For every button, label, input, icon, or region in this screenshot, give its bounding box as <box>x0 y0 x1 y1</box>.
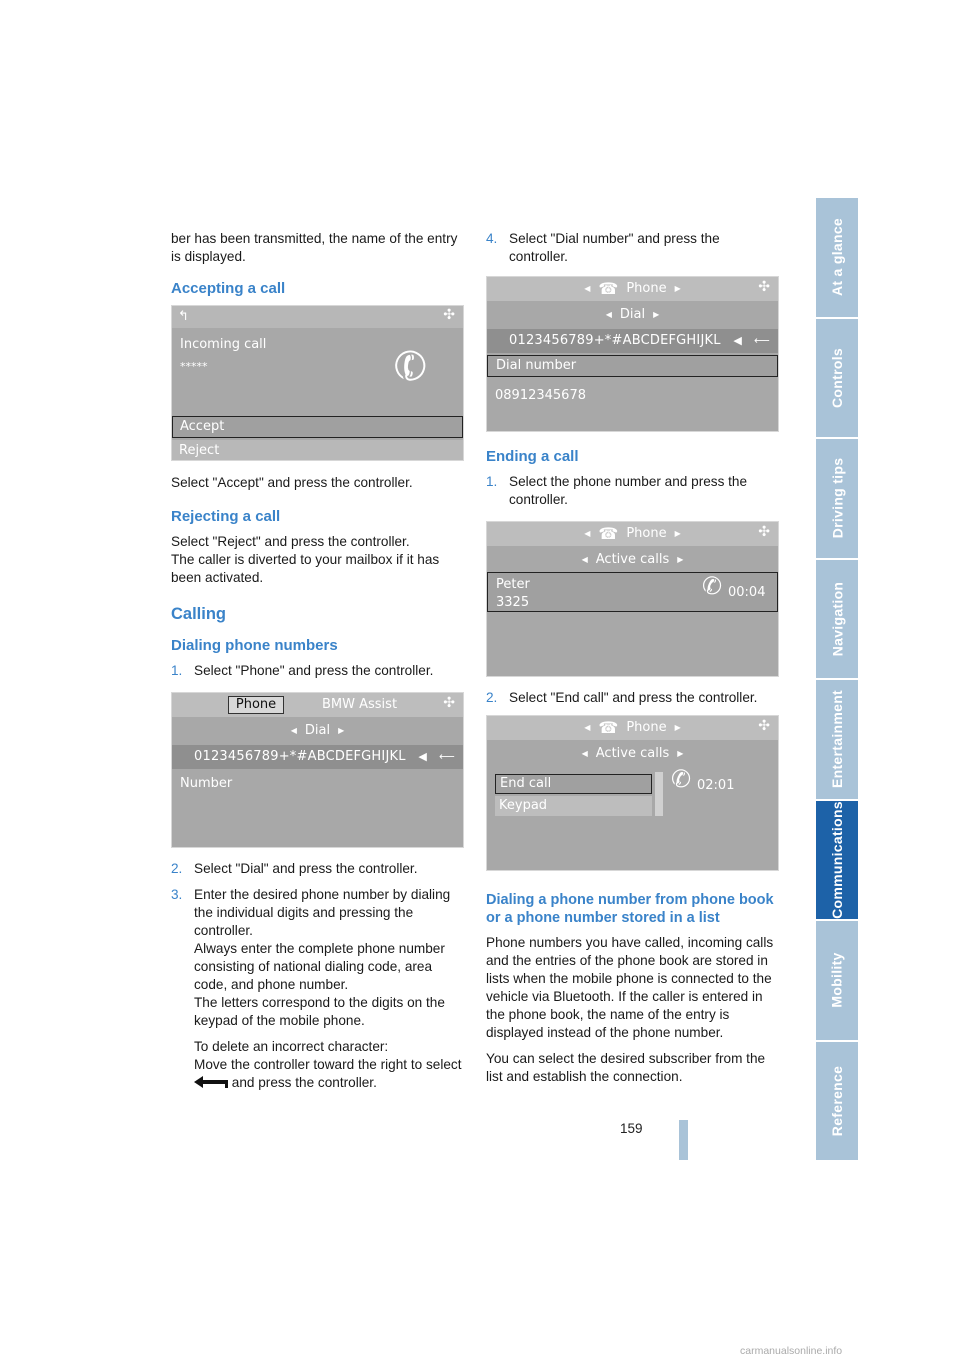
controller-icon: ✣ <box>443 695 455 711</box>
phone-handset-icon: ☎ <box>598 524 619 543</box>
tab-label: Entertainment <box>829 690 845 789</box>
chevron-left-icon: ◀ <box>584 529 591 538</box>
dial-nav-label: Dial <box>304 723 331 738</box>
step3-e-pre: Move the controller toward the right to select <box>194 1057 462 1072</box>
page-number: 159 <box>620 1121 643 1136</box>
end-step-1 <box>486 473 781 509</box>
end-call-item[interactable]: End call <box>495 774 652 794</box>
tab-label: Mobility <box>829 952 846 1008</box>
tab-navigation[interactable] <box>816 560 858 679</box>
chevron-left-icon: ◀ <box>584 284 591 293</box>
chevron-right-icon: ▶ <box>677 555 684 564</box>
controller-icon: ✣ <box>758 718 770 734</box>
end-step-2 <box>486 689 781 707</box>
digit-bar[interactable] <box>172 745 463 769</box>
dial-nav[interactable] <box>487 305 778 325</box>
tab-communications[interactable] <box>816 801 858 920</box>
chevron-right-icon: ▶ <box>674 284 681 293</box>
screenshot-incoming-call <box>171 305 464 461</box>
tab-label: Reference <box>829 1065 845 1136</box>
number-label: Number <box>180 776 233 791</box>
step-number: 1. <box>486 474 498 489</box>
chevron-left-icon: ◀ <box>290 726 297 735</box>
step-number: 4. <box>486 231 498 246</box>
calling-heading: Calling <box>171 605 227 623</box>
footer-watermark: carmanualsonline.info <box>740 1345 843 1357</box>
reject-item[interactable]: Reject <box>172 440 463 461</box>
right-column <box>486 230 781 1094</box>
chevron-left-icon: ◀ <box>581 749 588 758</box>
chevron-right-icon: ▶ <box>653 310 660 319</box>
phone-handset-icon: ✆ <box>671 765 692 793</box>
step-text: Select "Dial number" and press the controller. <box>509 231 720 264</box>
accepting-heading: Accepting a call <box>171 280 286 297</box>
side-tabs <box>816 198 858 1160</box>
list-heading: Dialing a phone number from phone book or a phone number stored in a list <box>486 892 774 926</box>
accept-text: Select "Accept" and press the controller. <box>171 475 413 490</box>
step-text: Select "Dial" and press the controller. <box>194 861 418 876</box>
caller-number: ***** <box>180 360 208 373</box>
chevron-left-icon: ◀ <box>605 310 612 319</box>
step-number: 2. <box>171 861 183 876</box>
active-calls-label: Active calls <box>595 746 670 761</box>
step-3 <box>171 886 466 1100</box>
step-text: Select "Phone" and press the controller. <box>194 663 434 678</box>
tab-label: Communications <box>829 800 846 919</box>
list-paragraph-1: Phone numbers you have called, incoming calls and the entries of the phone book are stored in lists when the mobile phone is connected to the vehicle via Bluetooth. If the caller is entered in the phone book, the name of the entry is displayed instead of the phone number. <box>486 935 774 1040</box>
screenshot-dial-number <box>486 276 779 432</box>
step3-c: The letters correspond to the digits on the keypad of the mobile phone. <box>194 995 445 1028</box>
intro-text: ber has been transmitted, the name of the entry is displayed. <box>171 231 458 264</box>
tab-label: Driving tips <box>829 457 846 539</box>
screenshot-dial <box>171 692 464 848</box>
speaker-icon[interactable]: ◀ <box>733 334 743 347</box>
backspace-icon[interactable]: ⟵ <box>754 334 770 347</box>
call-duration: 02:01 <box>697 778 735 793</box>
tab-at-a-glance[interactable] <box>816 198 858 317</box>
tab-label: Navigation <box>829 581 846 657</box>
backspace-icon[interactable]: ⟵ <box>439 750 455 763</box>
digit-bar[interactable] <box>487 329 778 353</box>
chevron-right-icon: ▶ <box>677 749 684 758</box>
step-number: 3. <box>171 887 183 902</box>
caller-name: Peter <box>496 577 530 592</box>
reject-text-1: Select "Reject" and press the controller. <box>171 534 410 549</box>
dial-number-item[interactable]: Dial number <box>487 355 778 377</box>
caller-extension: 3325 <box>496 595 530 610</box>
step-4 <box>486 230 781 266</box>
call-duration: 00:04 <box>728 585 766 600</box>
step3-e-post: and press the controller. <box>228 1075 377 1090</box>
phone-nav[interactable] <box>487 277 778 301</box>
list-scrollbar[interactable] <box>655 772 663 816</box>
digits: 0123456789+*#ABCDEFGHIJKL <box>509 333 721 348</box>
controller-icon: ✣ <box>758 279 770 295</box>
entered-number: 08912345678 <box>495 388 586 403</box>
active-calls-label: Active calls <box>595 552 670 567</box>
dial-nav-label: Dial <box>619 307 646 322</box>
left-column <box>171 230 466 1108</box>
phone-nav-label: Phone <box>626 720 667 735</box>
tab-driving-tips[interactable] <box>816 439 858 558</box>
step3-b: Always enter the complete phone number consisting of national dialing code, area code, and phone number. <box>194 941 445 992</box>
dial-nav[interactable] <box>172 721 463 741</box>
active-calls-nav[interactable] <box>487 744 778 764</box>
phone-handset-icon: ☎ <box>598 279 619 298</box>
phone-handset-icon: ☎ <box>598 718 619 737</box>
step-number: 1. <box>171 663 183 678</box>
phone-nav-label: Phone <box>626 281 667 296</box>
phone-handset-icon: ✆ <box>702 572 723 600</box>
phone-nav[interactable] <box>487 522 778 546</box>
keypad-item[interactable]: Keypad <box>495 796 652 816</box>
page-marker <box>679 1120 688 1160</box>
tab-controls[interactable] <box>816 319 858 438</box>
tab-mobility[interactable] <box>816 921 858 1040</box>
tabs-bar <box>172 693 463 717</box>
back-icon: ↰ <box>178 309 189 324</box>
rejecting-heading: Rejecting a call <box>171 508 281 525</box>
tab-reference[interactable] <box>816 1042 858 1161</box>
step-1 <box>171 662 466 680</box>
phone-nav[interactable] <box>487 716 778 740</box>
chevron-right-icon: ▶ <box>338 726 345 735</box>
step-number: 2. <box>486 690 498 705</box>
speaker-icon[interactable]: ◀ <box>418 750 428 763</box>
tab-entertainment[interactable] <box>816 680 858 799</box>
chevron-right-icon: ▶ <box>674 723 681 732</box>
top-bar <box>172 306 463 328</box>
chevron-right-icon: ▶ <box>674 529 681 538</box>
step3-d: To delete an incorrect character: <box>194 1039 389 1054</box>
dialing-heading: Dialing phone numbers <box>171 637 338 654</box>
chevron-left-icon: ◀ <box>581 555 588 564</box>
tab-phone[interactable]: Phone <box>228 696 284 714</box>
step-2 <box>171 860 466 878</box>
incoming-label: Incoming call <box>180 337 267 352</box>
accept-item[interactable]: Accept <box>172 416 463 438</box>
ending-heading: Ending a call <box>486 448 579 465</box>
controller-icon: ✣ <box>758 524 770 540</box>
phone-nav-label: Phone <box>626 526 667 541</box>
reject-text-2: The caller is diverted to your mailbox if it has been activated. <box>171 552 440 585</box>
step-text: Select the phone number and press the controller. <box>509 474 748 507</box>
active-call-row[interactable] <box>487 572 778 612</box>
tab-label: Controls <box>829 347 846 408</box>
backspace-icon <box>194 1076 228 1088</box>
chevron-left-icon: ◀ <box>584 723 591 732</box>
list-paragraph-2: You can select the desired subscriber from the list and establish the connection. <box>486 1051 766 1084</box>
tab-label: At a glance <box>829 218 845 297</box>
active-calls-nav[interactable] <box>487 550 778 570</box>
screenshot-end-call <box>486 715 779 871</box>
step3-a: Enter the desired phone number by dialing the individual digits and pressing the controller. <box>194 887 451 938</box>
step-text: Select "End call" and press the controller. <box>509 690 758 705</box>
digits: 0123456789+*#ABCDEFGHIJKL <box>194 749 406 764</box>
controller-icon: ✣ <box>443 307 455 323</box>
screenshot-active-calls <box>486 521 779 677</box>
tab-bmw-assist[interactable]: BMW Assist <box>322 697 398 712</box>
phone-handset-icon: ✆ <box>387 339 435 395</box>
